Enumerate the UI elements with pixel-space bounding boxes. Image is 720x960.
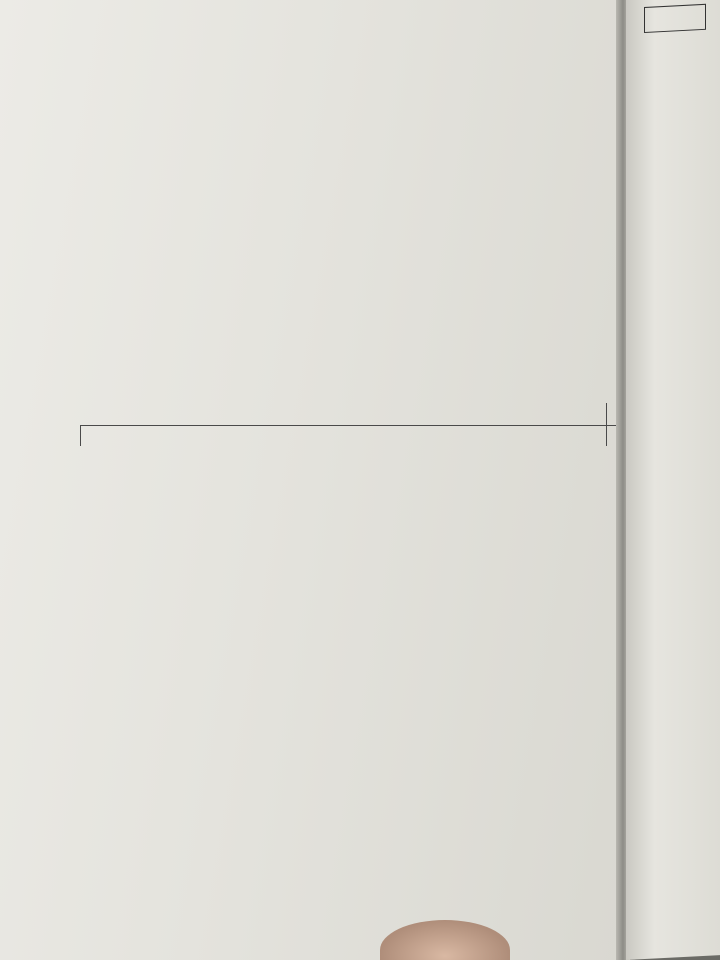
instructions-header (80, 403, 607, 426)
page-box-number (644, 4, 706, 33)
thumb (380, 920, 510, 960)
right-book-page (626, 0, 720, 960)
memory-columns-row (22, 426, 622, 447)
memory-table (22, 403, 622, 446)
